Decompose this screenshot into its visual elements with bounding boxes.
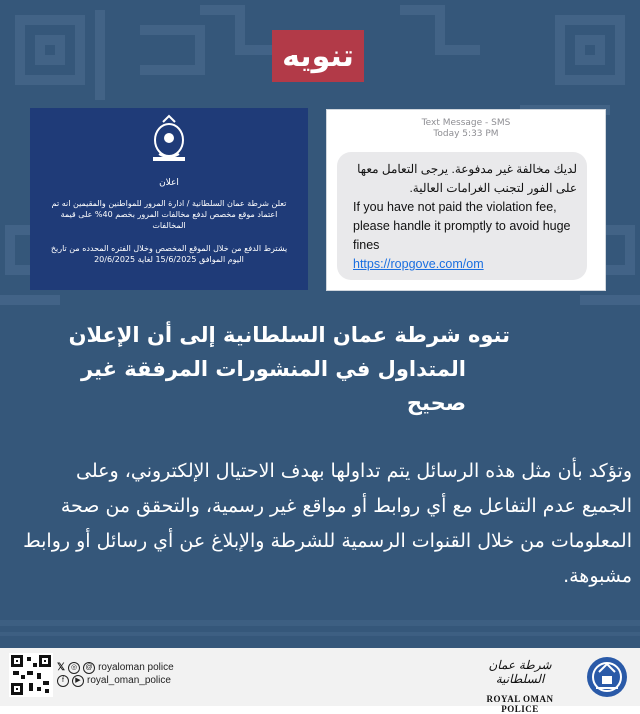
sms-arabic-text: لديك مخالفة غير مدفوعة. يرجى التعامل معها على الفور لتجنب الغرامات العالية. [357, 162, 577, 195]
x-logo-icon[interactable]: 𝕏 [57, 662, 66, 673]
brand-logo-arabic: شرطة عمان السلطانية [488, 658, 552, 686]
sms-header-type: Text Message - SMS [421, 118, 511, 128]
page-title: تنويه [272, 30, 364, 82]
sms-header [327, 110, 605, 140]
social-row-secondary [57, 674, 174, 687]
body-text: وتؤكد بأن مثل هذه الرسائل يتم تداولها بهدف الاحتيال الإلكتروني، وعلى الجميع عدم التفاعل مع أي روابط أو مواقع غير رسمية، والتحقق من صحة المعلومات من خلال القنوات الرسمية للشرطة والإبلاغ عن أي رسائل أو روابط مشبوهة. [23, 460, 632, 587]
notice-footer: يشترط الدفع من خلال الموقع المخصص وخلال الفتره المحدده من تاريخ اليوم الموافق 15/6/2025 لغاية 20/6/2025 [50, 244, 288, 264]
sms-english-text: If you have not paid the violation fee, please handle it promptly to avoid huge fines [353, 200, 571, 252]
youtube-icon[interactable]: ▶ [72, 675, 84, 687]
facebook-icon[interactable]: f [57, 675, 69, 687]
notice-body: تعلن شرطة عمان السلطانية / ادارة المرور للمواطنين والمقيمين انه تم اعتماد موقع مخصص لدفع مخالفات المرور بخصم 40% على قيمة المخالفات [51, 199, 287, 230]
social-handle-primary[interactable]: royaloman police [98, 662, 174, 673]
police-crest-icon [584, 654, 630, 700]
qr-code-icon [9, 653, 53, 697]
sms-bubble [337, 152, 587, 280]
social-handle-icon[interactable]: @ [83, 662, 95, 674]
fake-notice-image [30, 108, 308, 290]
headline-line-1: تنوه شرطة عمان السلطانية إلى أن الإعلان [68, 323, 510, 347]
social-handle-secondary[interactable]: royal_oman_police [87, 675, 171, 686]
headline [30, 318, 510, 420]
footer [0, 648, 640, 714]
sms-link[interactable]: https://ropgove.com/om [353, 257, 484, 271]
sms-header-time: Today 5:33 PM [433, 129, 499, 139]
social-handles [57, 661, 174, 687]
headline-line-2: المتداول في المنشورات المرفقة غير صحيح [80, 357, 466, 415]
social-row-primary [57, 661, 174, 674]
notice-heading: اعلان [159, 178, 179, 188]
police-emblem-icon [145, 114, 193, 164]
brand-logo [470, 658, 570, 714]
sms-screenshot [326, 109, 606, 291]
brand-logo-english: ROYAL OMAN POLICE [486, 694, 554, 714]
instagram-icon[interactable]: ◎ [68, 662, 80, 674]
